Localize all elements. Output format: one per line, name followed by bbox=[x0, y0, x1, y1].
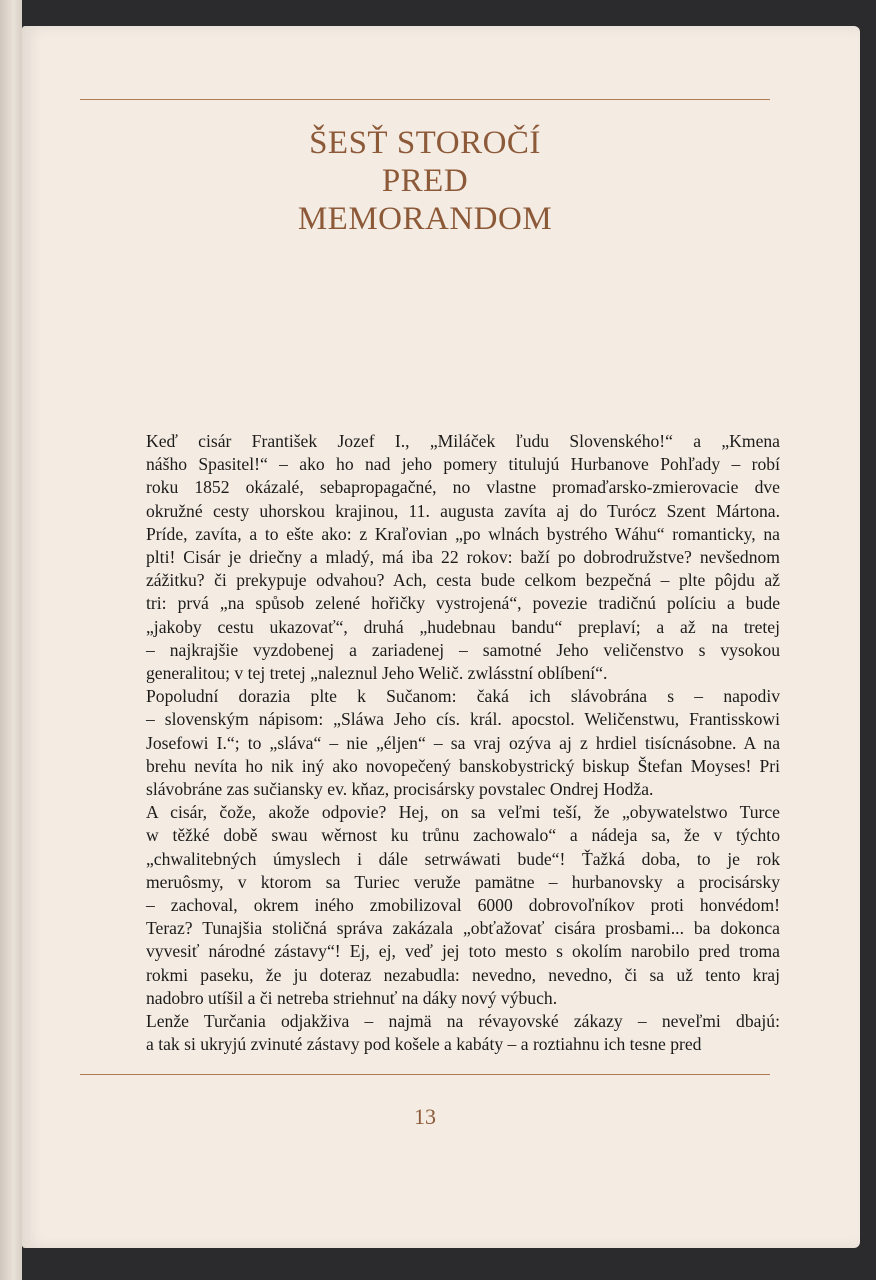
text-line: Teraz? Tunajšia stoličná správa zakázala „obťažovať cisára prosbami... ba dokonca bbox=[146, 918, 780, 939]
text-line: Popoludní dorazia plte k Sučanom: čaká ich slávobrána s – napodiv bbox=[146, 686, 780, 707]
text-line: okružné cesty uhorskou krajinou, 11. augusta zavíta aj do Turócz Szent Mártona. bbox=[146, 500, 780, 521]
text-line: A cisár, čože, akože odpovie? Hej, on sa veľmi teší, že „obywatelstwo Turce bbox=[146, 802, 780, 823]
page-number: 13 bbox=[414, 1104, 436, 1129]
top-rule bbox=[80, 99, 770, 100]
paragraph bbox=[84, 1010, 780, 1056]
text-line: Josefowi I.“; to „sláva“ – nie „éljen“ – sa vraj ozýva aj z hrdiel tisícnásobne. A na bbox=[146, 732, 780, 753]
text-line: meruôsmy, v ktorom sa Turiec veruže pamätne – hurbanovsky a procisársky bbox=[146, 871, 780, 892]
text-line: – slovenským nápisom: „Sláwa Jeho cís. král. apoсstol. Weličenstwu, Frantisskowi bbox=[146, 709, 780, 730]
text-line: „jakoby cestu ukazovať“, druhá „hudebnau bandu“ preplaví; a až na tretej bbox=[146, 616, 780, 637]
text-line: Lenže Turčania odjakživa – najmä na révayovské zákazy – neveľmi dbajú: bbox=[146, 1011, 780, 1032]
text-line: Príde, zavíta, a to ešte ako: z Kraľovian „po wlnách bystrého Wáhu“ romanticky, na bbox=[146, 523, 780, 544]
paragraph bbox=[84, 801, 780, 1010]
text-line: a tak si ukryjú zvinuté zástavy pod košele a kabáty – a roztiahnu ich tesne pred bbox=[146, 1034, 702, 1055]
body-text bbox=[84, 430, 780, 1056]
paragraph bbox=[84, 430, 780, 685]
text-line: „chwalitebných úmyslech i dále setrwáwati bude“! Ťažká doba, to je rok bbox=[146, 848, 780, 869]
text-line: plti! Cisár je driečny a mladý, má iba 22 rokov: baží po dobrodružstve? nevšednom bbox=[146, 547, 780, 568]
chapter-title-line-2: PRED bbox=[381, 163, 469, 199]
text-line: Keď cisár František Jozef I., „Miláček ľudu Slovenského!“ a „Kmena bbox=[146, 431, 780, 451]
chapter-title-line-1: ŠESŤ STOROČÍ bbox=[309, 125, 541, 161]
text-line: nadobro utíšil a či netreba striehnuť na dáky nový výbuch. bbox=[146, 987, 558, 1008]
text-line: brehu nevíta ho nik iný ako novopečený banskobystrický biskup Štefan Moyses! Pri bbox=[146, 755, 780, 776]
text-line: slávobráne zas sučiansky ev. kňaz, procisársky povstalec Ondrej Hodža. bbox=[146, 779, 654, 800]
bottom-rule bbox=[80, 1074, 770, 1075]
text-line: zážitku? či prekypuje odvahou? Ach, cesta bude celkom bezpečná – plte pôjdu až bbox=[146, 570, 780, 591]
text-line: tri: prvá „na spůsob zelené hořičky vystrojená“, povezie tradičnú políciu a bude bbox=[146, 593, 780, 614]
book-page bbox=[22, 26, 860, 1248]
chapter-title-line-3: MEMORANDOM bbox=[297, 201, 553, 237]
text-line: vyvesiť národné zástavy“! Ej, ej, veď jej toto mesto s okolím narobilo pred troma bbox=[146, 941, 780, 962]
text-line: w těžké době swau wěrnost ku trůnu zachowalo“ a nádeja sa, že v týchto bbox=[146, 825, 780, 846]
text-line: – najkrajšie vyzdobenej a zariadenej – samotné Jeho veličenstvo s vysokou bbox=[146, 639, 780, 660]
text-line: generalitou; v tej tretej „naleznul Jeho Welič. zwlásstní oblíbení“. bbox=[146, 663, 608, 684]
text-line: – zachoval, okrem iného zmobilizoval 6000 dobrovoľníkov proti honvédom! bbox=[146, 895, 780, 916]
chapter-title bbox=[80, 124, 770, 238]
text-line: rokmi paseku, že ju doteraz nezabudla: nevedno, nevedno, či sa už tento kraj bbox=[146, 964, 780, 985]
text-line: roku 1852 okázalé, sebapropagačné, no vlastne promaďarsko-zmierovacie dve bbox=[146, 477, 780, 498]
text-line: nášho Spasitel!“ – ako ho nad jeho pomery titulujú Hurbanove Pohľady – robí bbox=[146, 454, 780, 475]
paragraph bbox=[84, 685, 780, 801]
facing-page-edge bbox=[0, 0, 22, 1280]
